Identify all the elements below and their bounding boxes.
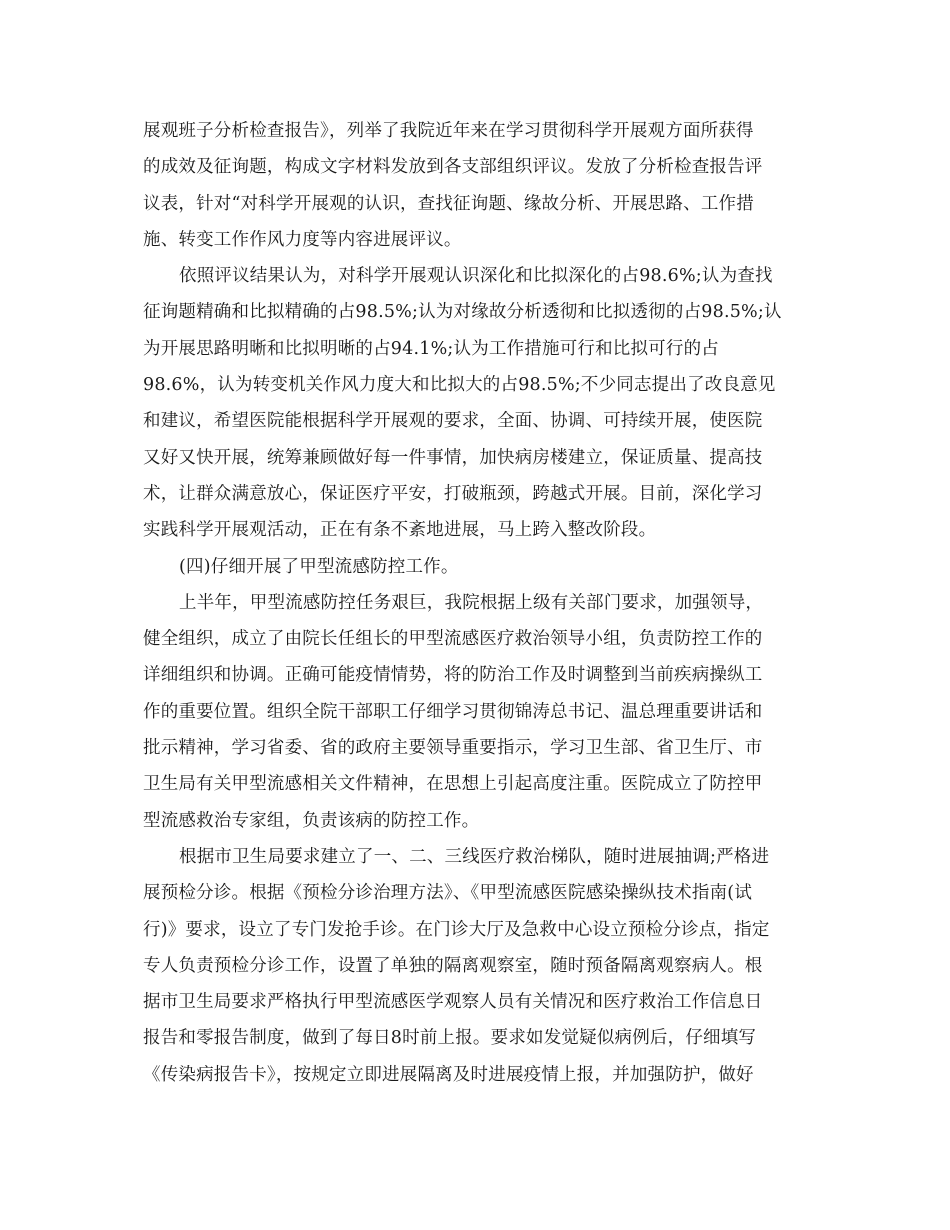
paragraph-line: 议表，针对“对科学开展观的认识，查找征询题、缘故分析、开展思路、工作措	[143, 193, 754, 214]
paragraph-first-line: 上半年，甲型流感防控任务艰巨，我院根据上级有关部门要求，加强领导，	[179, 592, 764, 613]
paragraph-first-line: (四)仔细开展了甲型流感防控工作。	[179, 556, 459, 577]
paragraph-line: 展预检分诊。根据《预检分诊治理方法》、《甲型流感医院感染操纵技术指南(试	[143, 883, 753, 904]
paragraph-first-line: 依照评议结果认为，对科学开展观认识深化和比拟深化的占98.6%;认为查找	[179, 266, 773, 287]
paragraph-line: 型流感救治专家组，负责该病的防控工作。	[143, 810, 480, 831]
paragraph-line: 和建议，希望医院能根据科学开展观的要求，全面、协调、可持续开展，使医院	[143, 411, 763, 432]
paragraph-line: 专人负责预检分诊工作，设置了单独的隔离观察室，随时预备隔离观察病人。根	[143, 955, 763, 976]
paragraph-line: 征询题精确和比拟精确的占98.5%;认为对缘故分析透彻和比拟透彻的占98.5%;认	[143, 302, 782, 323]
paragraph-line: 展观班子分析检查报告》，列举了我院近年来在学习贯彻科学开展观方面所获得	[143, 121, 754, 141]
paragraph-line: 据市卫生局要求严格执行甲型流感医学观察人员有关情况和医疗救治工作信息日	[143, 992, 763, 1013]
paragraph-line: 报告和零报告制度，做到了每日8时前上报。要求如发觉疑似病例后，仔细填写	[143, 1028, 757, 1049]
paragraph-line: 又好又快开展，统筹兼顾做好每一件事情，加快病房楼建立，保证质量、提高技	[143, 447, 763, 468]
paragraph-line: 术，让群众满意放心，保证医疗平安，打破瓶颈，跨越式开展。目前，深化学习	[143, 483, 763, 504]
paragraph-line: 作的重要位置。组织全院干部职工仔细学习贯彻锦涛总书记、温总理重要讲话和	[143, 701, 763, 722]
document-body	[143, 113, 803, 1093]
paragraph-line: 卫生局有关甲型流感相关文件精神，在思想上引起高度注重。医院成立了防控甲	[143, 774, 763, 795]
paragraph-line: 98.6%，认为转变机关作风力度大和比拟大的占98.5%;不少同志提出了改良意见	[143, 375, 776, 396]
paragraph-line: 《传染病报告卡》，按规定立即进展隔离及时进展疫情上报，并加强防护，做好	[143, 1064, 754, 1085]
paragraph-line: 的成效及征询题，构成文字材料发放到各支部组织评议。发放了分析检查报告评	[143, 157, 763, 178]
paragraph-line: 行)》要求，设立了专门发抢手诊。在门诊大厅及急救中心设立预检分诊点，指定	[143, 919, 770, 940]
paragraph-line: 实践科学开展观活动，正在有条不紊地进展，马上跨入整改阶段。	[143, 520, 657, 541]
paragraph-line: 详细组织和协调。正确可能疫情情势，将的防治工作及时调整到当前疾病操纵工	[143, 665, 763, 686]
paragraph-first-line: 根据市卫生局要求建立了一、二、三线医疗救治梯队，随时进展抽调;严格进	[179, 846, 770, 867]
paragraph-line: 健全组织，成立了由院长任组长的甲型流感医疗救治领导小组，负责防控工作的	[143, 629, 763, 650]
paragraph-line: 施、转变工作作风力度等内容进展评议。	[143, 229, 462, 250]
paragraph-line: 为开展思路明晰和比拟明晰的占94.1%;认为工作措施可行和比拟可行的占	[143, 338, 719, 359]
paragraph-line: 批示精神，学习省委、省的政府主要领导重要指示，学习卫生部、省卫生厅、市	[143, 738, 763, 759]
